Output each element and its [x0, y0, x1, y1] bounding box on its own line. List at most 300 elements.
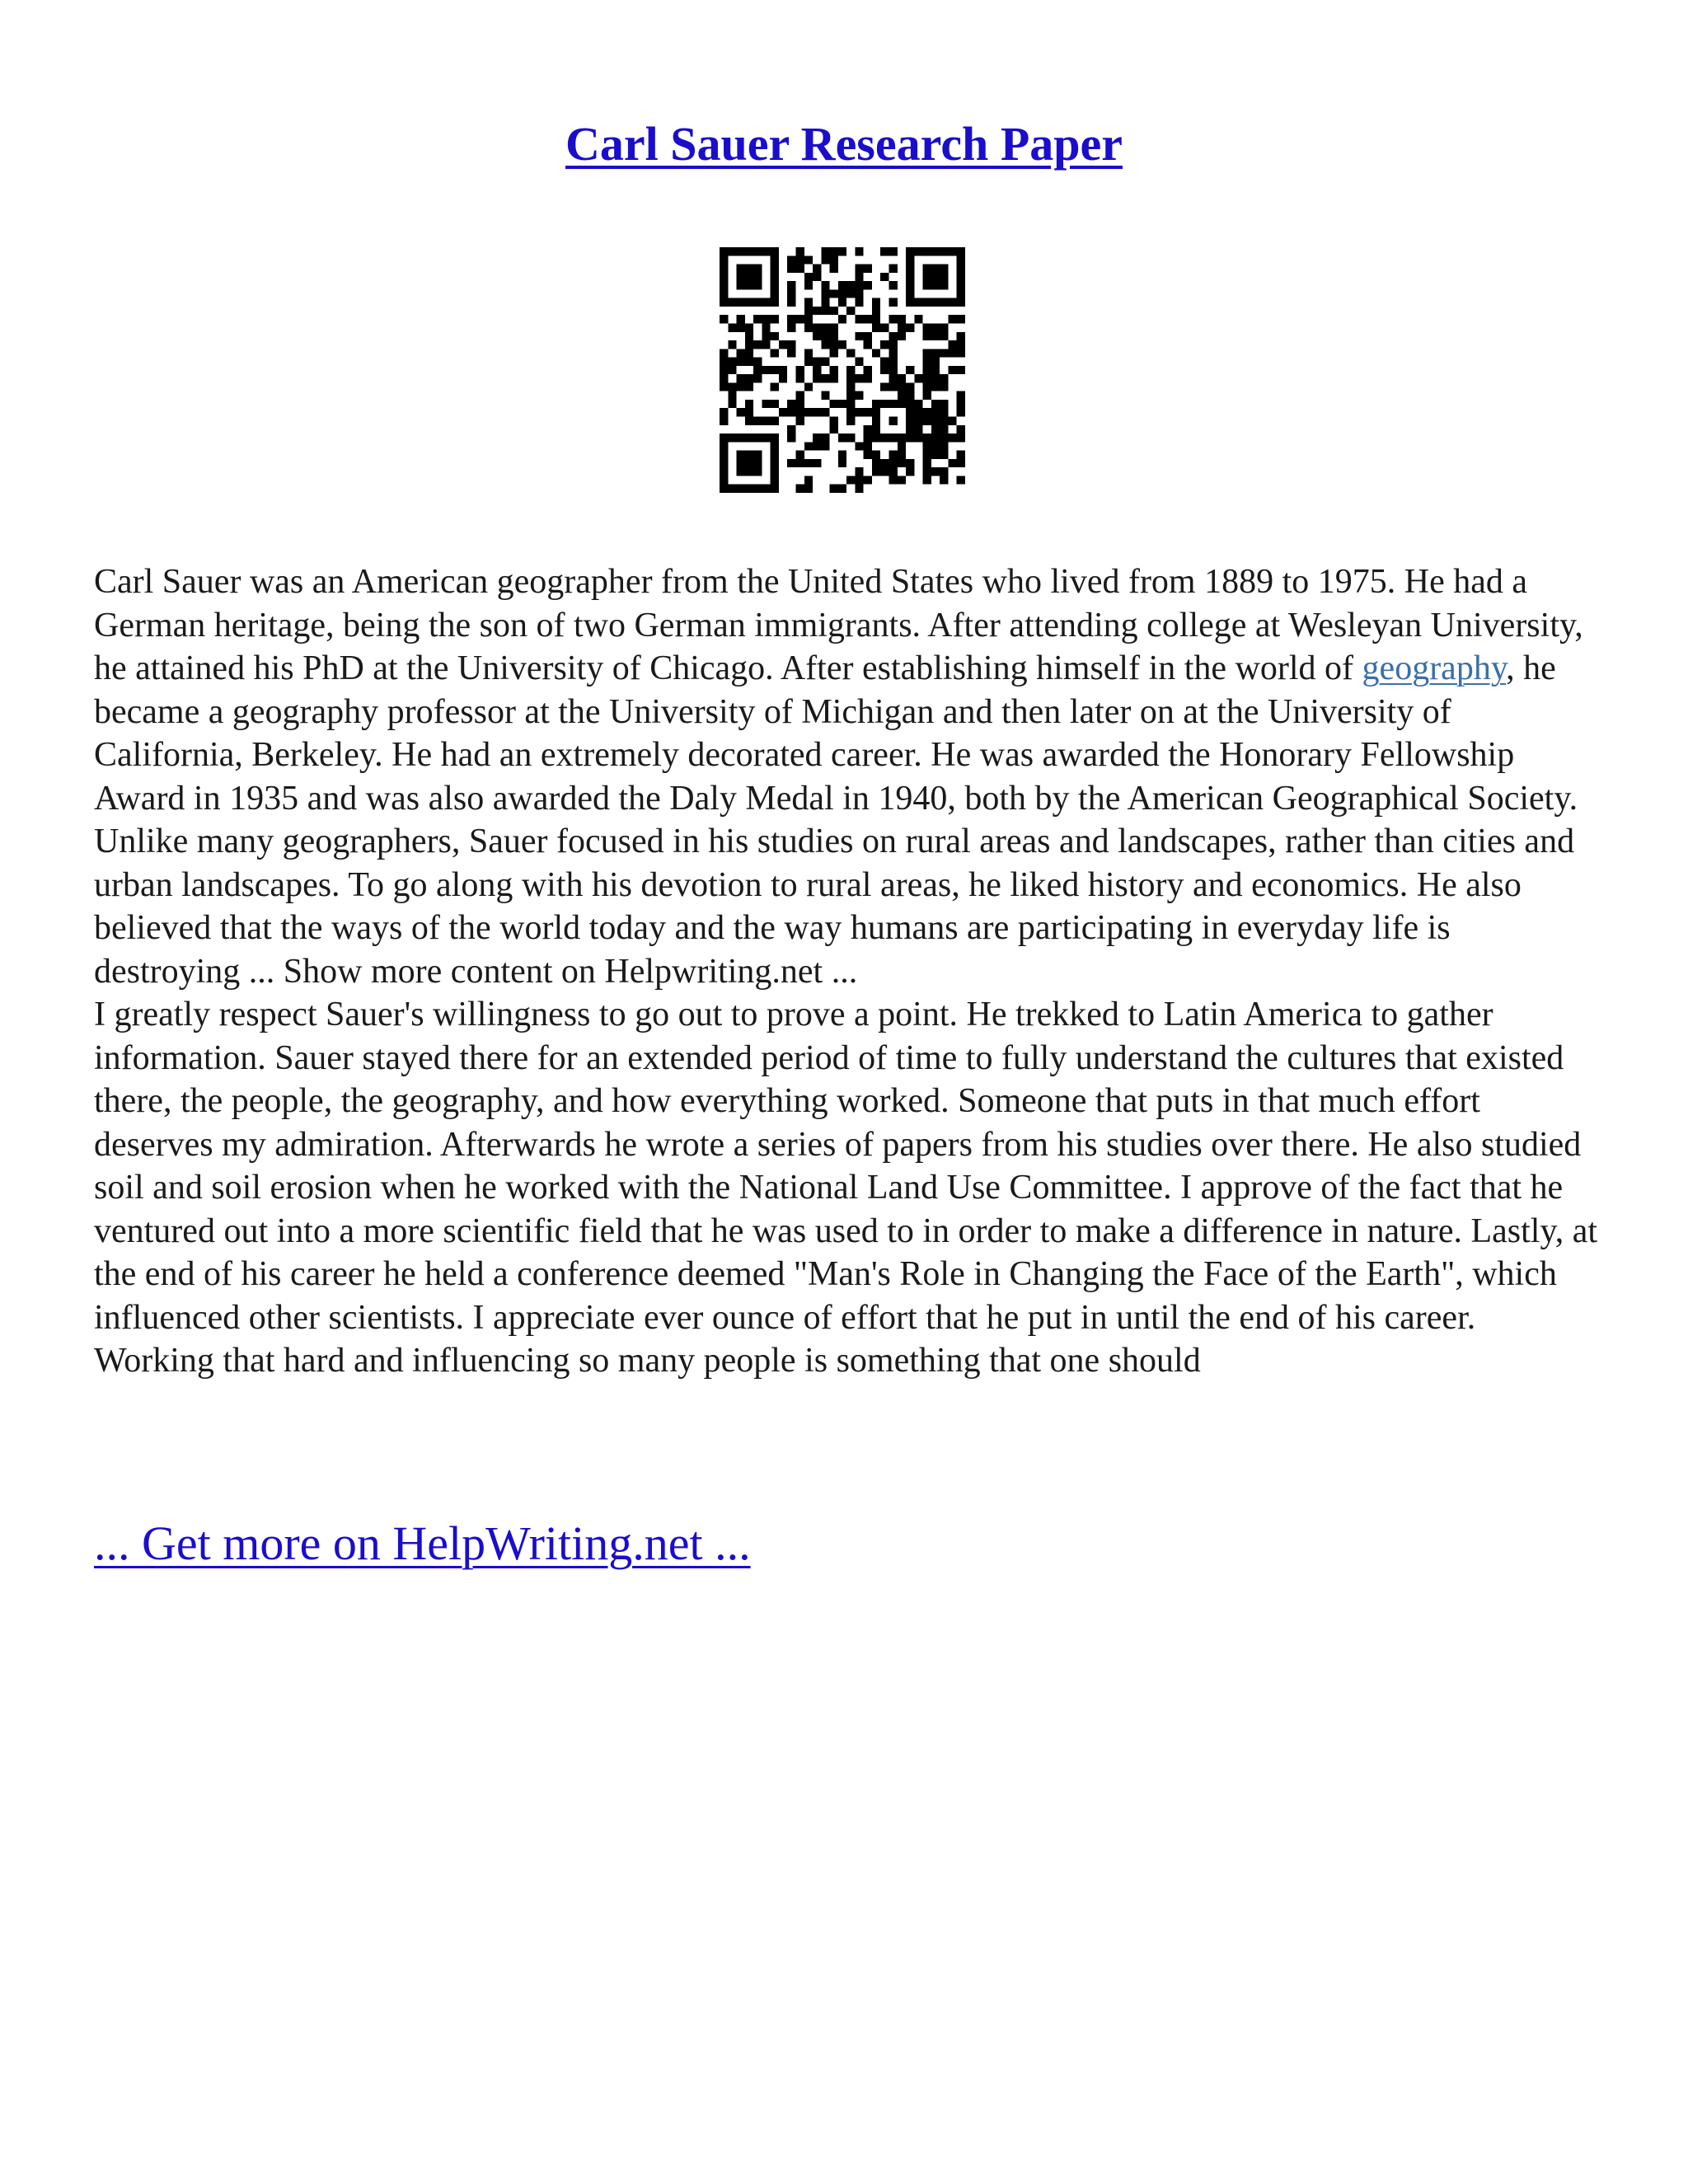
- qr-module: [720, 408, 728, 416]
- qr-module: [720, 358, 728, 366]
- qr-module: [940, 400, 948, 408]
- qr-module: [889, 332, 898, 340]
- qr-module: [787, 408, 795, 416]
- qr-module: [830, 265, 838, 273]
- qr-module: [957, 400, 965, 408]
- qr-module: [720, 265, 728, 273]
- qr-module: [872, 459, 880, 467]
- qr-module: [864, 425, 872, 434]
- qr-module: [753, 467, 762, 476]
- qr-module: [855, 281, 863, 289]
- qr-module: [720, 485, 728, 493]
- qr-module: [838, 298, 846, 307]
- qr-module: [720, 434, 728, 442]
- qr-module: [914, 400, 922, 408]
- qr-module: [795, 265, 804, 273]
- qr-module: [880, 434, 889, 442]
- qr-module: [957, 476, 965, 484]
- qr-module: [931, 358, 940, 366]
- qr-module: [889, 476, 898, 484]
- qr-module: [880, 366, 889, 374]
- qr-module: [795, 366, 804, 374]
- qr-module: [720, 476, 728, 484]
- qr-module: [889, 459, 898, 467]
- qr-module: [821, 358, 829, 366]
- qr-module: [948, 298, 956, 307]
- qr-module: [948, 315, 956, 323]
- qr-module: [914, 298, 922, 307]
- qr-module: [813, 265, 821, 273]
- qr-module: [745, 247, 753, 255]
- qr-module: [745, 485, 753, 493]
- qr-module: [914, 434, 922, 442]
- qr-module: [957, 332, 965, 340]
- qr-module: [914, 315, 922, 323]
- qr-module: [872, 408, 880, 416]
- qr-module: [846, 476, 855, 484]
- qr-module: [771, 467, 779, 476]
- qr-module: [957, 434, 965, 442]
- qr-module: [838, 315, 846, 323]
- qr-module: [821, 408, 829, 416]
- qr-module: [737, 247, 745, 255]
- qr-module: [864, 476, 872, 484]
- qr-module: [906, 434, 914, 442]
- qr-module: [753, 417, 762, 425]
- qr-module: [880, 273, 889, 281]
- qr-module: [880, 400, 889, 408]
- qr-module: [940, 425, 948, 434]
- qr-module: [728, 358, 736, 366]
- qr-module: [957, 281, 965, 289]
- qr-module: [771, 434, 779, 442]
- qr-module: [787, 315, 795, 323]
- qr-module: [906, 289, 914, 298]
- qr-module: [787, 289, 795, 298]
- qr-module: [737, 265, 745, 273]
- qr-module: [906, 255, 914, 264]
- qr-module: [720, 374, 728, 382]
- qr-module: [898, 434, 906, 442]
- qr-module: [720, 366, 728, 374]
- qr-module: [720, 467, 728, 476]
- qr-module: [795, 247, 804, 255]
- qr-module: [787, 265, 795, 273]
- qr-module: [830, 247, 838, 255]
- qr-module: [906, 265, 914, 273]
- qr-module: [898, 442, 906, 450]
- qr-module: [753, 434, 762, 442]
- qr-module: [931, 281, 940, 289]
- qr-module: [855, 391, 863, 400]
- qr-module: [830, 366, 838, 374]
- qr-module: [838, 400, 846, 408]
- qr-module: [728, 434, 736, 442]
- qr-module: [804, 382, 813, 391]
- qr-module: [779, 374, 787, 382]
- qr-module: [914, 417, 922, 425]
- qr-module: [931, 298, 940, 307]
- qr-module: [737, 349, 745, 357]
- qr-module: [906, 467, 914, 476]
- qr-module: [728, 400, 736, 408]
- qr-module: [813, 434, 821, 442]
- qr-module: [923, 374, 931, 382]
- qr-module: [720, 281, 728, 289]
- qr-module: [889, 315, 898, 323]
- qr-module: [753, 298, 762, 307]
- qr-module: [957, 425, 965, 434]
- qr-module: [931, 417, 940, 425]
- qr-module: [872, 298, 880, 307]
- qr-module: [889, 434, 898, 442]
- qr-module: [855, 332, 863, 340]
- qr-module: [771, 265, 779, 273]
- qr-module: [906, 459, 914, 467]
- qr-module: [745, 265, 753, 273]
- qr-module: [889, 298, 898, 307]
- qr-module: [795, 315, 804, 323]
- qr-module: [762, 417, 770, 425]
- qr-module: [923, 298, 931, 307]
- qr-module: [872, 349, 880, 357]
- qr-module: [855, 476, 863, 484]
- qr-module: [762, 323, 770, 331]
- qr-module: [795, 255, 804, 264]
- qr-module: [948, 247, 956, 255]
- qr-module: [753, 315, 762, 323]
- qr-module: [940, 323, 948, 331]
- qr-module: [846, 366, 855, 374]
- qr-module: [957, 459, 965, 467]
- geography-link[interactable]: geography: [1362, 649, 1507, 687]
- qr-module: [821, 332, 829, 340]
- qr-module: [720, 417, 728, 425]
- qr-module: [830, 307, 838, 315]
- qr-module: [804, 476, 813, 484]
- qr-module: [821, 298, 829, 307]
- qr-module: [855, 265, 863, 273]
- qr-module: [787, 459, 795, 467]
- qr-module: [795, 451, 804, 459]
- qr-module: [745, 400, 753, 408]
- qr-module: [906, 417, 914, 425]
- qr-module: [830, 417, 838, 425]
- title-link[interactable]: Carl Sauer Research Paper: [565, 117, 1123, 171]
- qr-module: [923, 247, 931, 255]
- qr-module: [813, 459, 821, 467]
- qr-module: [906, 408, 914, 416]
- qr-module: [728, 366, 736, 374]
- qr-module: [753, 358, 762, 366]
- qr-module: [931, 374, 940, 382]
- qr-module: [804, 349, 813, 357]
- qr-module: [931, 323, 940, 331]
- qr-module: [872, 315, 880, 323]
- page-title: [0, 115, 1688, 173]
- qr-module: [889, 451, 898, 459]
- qr-module: [855, 315, 863, 323]
- qr-module: [864, 265, 872, 273]
- qr-module: [880, 467, 889, 476]
- qr-module: [855, 442, 863, 450]
- qr-module: [762, 247, 770, 255]
- qr-module: [864, 451, 872, 459]
- qr-module: [872, 467, 880, 476]
- qr-module: [779, 408, 787, 416]
- qr-module: [821, 307, 829, 315]
- qr-module: [898, 391, 906, 400]
- qr-module: [787, 281, 795, 289]
- qr-module: [906, 382, 914, 391]
- qr-module: [957, 255, 965, 264]
- qr-module: [914, 425, 922, 434]
- qr-module: [923, 417, 931, 425]
- qr-module: [787, 255, 795, 264]
- qr-module: [855, 408, 863, 416]
- qr-module: [779, 340, 787, 349]
- qr-module: [898, 400, 906, 408]
- qr-module: [728, 247, 736, 255]
- qr-module: [872, 451, 880, 459]
- qr-module: [737, 273, 745, 281]
- qr-module: [745, 408, 753, 416]
- qr-module: [830, 425, 838, 434]
- qr-module: [838, 451, 846, 459]
- qr-module: [813, 332, 821, 340]
- qr-module: [838, 289, 846, 298]
- qr-module: [931, 408, 940, 416]
- qr-module: [880, 323, 889, 331]
- qr-module: [889, 349, 898, 357]
- qr-module: [787, 298, 795, 307]
- qr-module: [846, 382, 855, 391]
- qr-module: [720, 451, 728, 459]
- qr-module: [957, 340, 965, 349]
- qr-module: [889, 265, 898, 273]
- qr-module: [855, 485, 863, 493]
- qr-module: [753, 281, 762, 289]
- qr-module: [864, 281, 872, 289]
- qr-module: [923, 366, 931, 374]
- qr-module: [940, 281, 948, 289]
- qr-module: [762, 400, 770, 408]
- qr-module: [931, 425, 940, 434]
- qr-module: [720, 382, 728, 391]
- qr-module: [728, 391, 736, 400]
- qr-module: [940, 408, 948, 416]
- qr-module: [737, 281, 745, 289]
- qr-module: [872, 307, 880, 315]
- qr-module: [846, 417, 855, 425]
- qr-module: [745, 323, 753, 331]
- qr-module: [745, 332, 753, 340]
- qr-module: [898, 323, 906, 331]
- qr-module: [846, 374, 855, 382]
- qr-module: [771, 451, 779, 459]
- qr-module: [838, 281, 846, 289]
- qr-module: [771, 298, 779, 307]
- qr-module: [889, 382, 898, 391]
- qr-module: [931, 265, 940, 273]
- qr-module: [923, 467, 931, 476]
- qr-module: [745, 434, 753, 442]
- qr-module: [855, 247, 863, 255]
- qr-module: [745, 374, 753, 382]
- qr-module: [795, 459, 804, 467]
- qr-module: [940, 451, 948, 459]
- qr-module: [795, 391, 804, 400]
- qr-module: [923, 349, 931, 357]
- qr-module: [931, 400, 940, 408]
- qr-module: [821, 247, 829, 255]
- qr-module: [745, 358, 753, 366]
- qr-module: [923, 273, 931, 281]
- qr-module: [855, 289, 863, 298]
- qr-module: [737, 382, 745, 391]
- qr-module: [906, 298, 914, 307]
- qr-module: [745, 298, 753, 307]
- paragraph-2: I greatly respect Sauer's willingness to go out to prove a point. He trekked to Latin America to gather information. Sauer stayed there for an extended period of time to fully understand the cultures that existed there, the people, the geography, and how everything worked. Someone that puts in that much effort deserves my admiration. Afterwards he wrote a series of papers from his studies over there. He also studied soil and soil erosion when he worked with the National Land Use Committee. I approve of the fact that he ventured out into a more scientific field that he was used to in order to make a difference in nature. Lastly, at the end of his career he held a conference deemed "Man's Role in Changing the Face of the Earth", which influenced other scientists. I appreciate ever ounce of effort that he put in until the end of his career. Working that hard and influencing so many people is something that one should: [94, 996, 1598, 1380]
- qr-module: [846, 281, 855, 289]
- qr-module: [957, 349, 965, 357]
- qr-module: [889, 247, 898, 255]
- qr-module: [745, 281, 753, 289]
- qr-module: [720, 273, 728, 281]
- qr-module: [931, 366, 940, 374]
- qr-module: [804, 442, 813, 450]
- qr-module: [931, 467, 940, 476]
- qr-module: [906, 323, 914, 331]
- qr-module: [753, 451, 762, 459]
- qr-module: [957, 391, 965, 400]
- qr-module: [762, 340, 770, 349]
- qr-module: [720, 255, 728, 264]
- qr-module: [771, 255, 779, 264]
- qr-module: [787, 323, 795, 331]
- qr-module: [906, 391, 914, 400]
- qr-module: [838, 247, 846, 255]
- qr-module: [923, 281, 931, 289]
- qr-module: [940, 434, 948, 442]
- qr-module: [889, 400, 898, 408]
- qr-module: [914, 374, 922, 382]
- qr-module: [830, 400, 838, 408]
- qr-module: [923, 459, 931, 467]
- qr-module: [846, 400, 855, 408]
- qr-module: [771, 459, 779, 467]
- qr-module: [957, 451, 965, 459]
- qr-module: [762, 434, 770, 442]
- qr-module: [737, 434, 745, 442]
- qr-module: [745, 382, 753, 391]
- paragraph-1: [94, 560, 1602, 993]
- qr-module: [728, 298, 736, 307]
- qr-module: [940, 382, 948, 391]
- qr-module: [813, 358, 821, 366]
- qr-module: [787, 340, 795, 349]
- qr-module: [838, 434, 846, 442]
- qr-module: [855, 374, 863, 382]
- qr-module: [940, 298, 948, 307]
- qr-module: [923, 451, 931, 459]
- qr-module: [940, 467, 948, 476]
- qr-module: [940, 476, 948, 484]
- qr-module: [923, 476, 931, 484]
- qr-module: [940, 349, 948, 357]
- qr-module: [830, 485, 838, 493]
- qr-module: [762, 315, 770, 323]
- qr-module: [813, 323, 821, 331]
- qr-module: [771, 281, 779, 289]
- qr-module: [940, 417, 948, 425]
- qr-module: [898, 451, 906, 459]
- qr-module: [889, 366, 898, 374]
- qr-module: [914, 247, 922, 255]
- qr-module: [855, 358, 863, 366]
- qr-module: [846, 391, 855, 400]
- qr-module: [771, 289, 779, 298]
- qr-module: [737, 451, 745, 459]
- qr-module: [864, 340, 872, 349]
- qr-module: [753, 374, 762, 382]
- qr-module: [787, 349, 795, 357]
- qr-module: [906, 400, 914, 408]
- qr-module: [821, 340, 829, 349]
- qr-module: [821, 434, 829, 442]
- qr-module: [762, 298, 770, 307]
- qr-module: [720, 247, 728, 255]
- qr-module: [745, 459, 753, 467]
- qr-module: [957, 315, 965, 323]
- qr-module: [923, 434, 931, 442]
- qr-module: [821, 374, 829, 382]
- qr-module: [795, 374, 804, 382]
- qr-code-icon: [720, 247, 965, 493]
- qr-module: [787, 434, 795, 442]
- qr-module: [745, 340, 753, 349]
- qr-module: [838, 340, 846, 349]
- qr-module: [771, 476, 779, 484]
- qr-module: [745, 451, 753, 459]
- qr-module: [923, 391, 931, 400]
- get-more-link[interactable]: ... Get more on HelpWriting.net ...: [94, 1516, 751, 1570]
- qr-module: [804, 273, 813, 281]
- qr-module: [787, 425, 795, 434]
- qr-module: [923, 332, 931, 340]
- qr-module: [931, 332, 940, 340]
- qr-module: [872, 425, 880, 434]
- qr-module: [753, 485, 762, 493]
- qr-module: [846, 349, 855, 357]
- qr-module: [821, 442, 829, 450]
- qr-module: [880, 459, 889, 467]
- qr-module: [906, 247, 914, 255]
- qr-module: [728, 485, 736, 493]
- qr-module: [880, 382, 889, 391]
- qr-module: [889, 340, 898, 349]
- qr-module: [771, 332, 779, 340]
- qr-module: [830, 340, 838, 349]
- qr-module: [957, 265, 965, 273]
- qr-module: [804, 315, 813, 323]
- qr-module: [957, 298, 965, 307]
- qr-module: [846, 289, 855, 298]
- qr-module: [923, 358, 931, 366]
- qr-module: [753, 273, 762, 281]
- qr-module: [753, 340, 762, 349]
- qr-module: [762, 332, 770, 340]
